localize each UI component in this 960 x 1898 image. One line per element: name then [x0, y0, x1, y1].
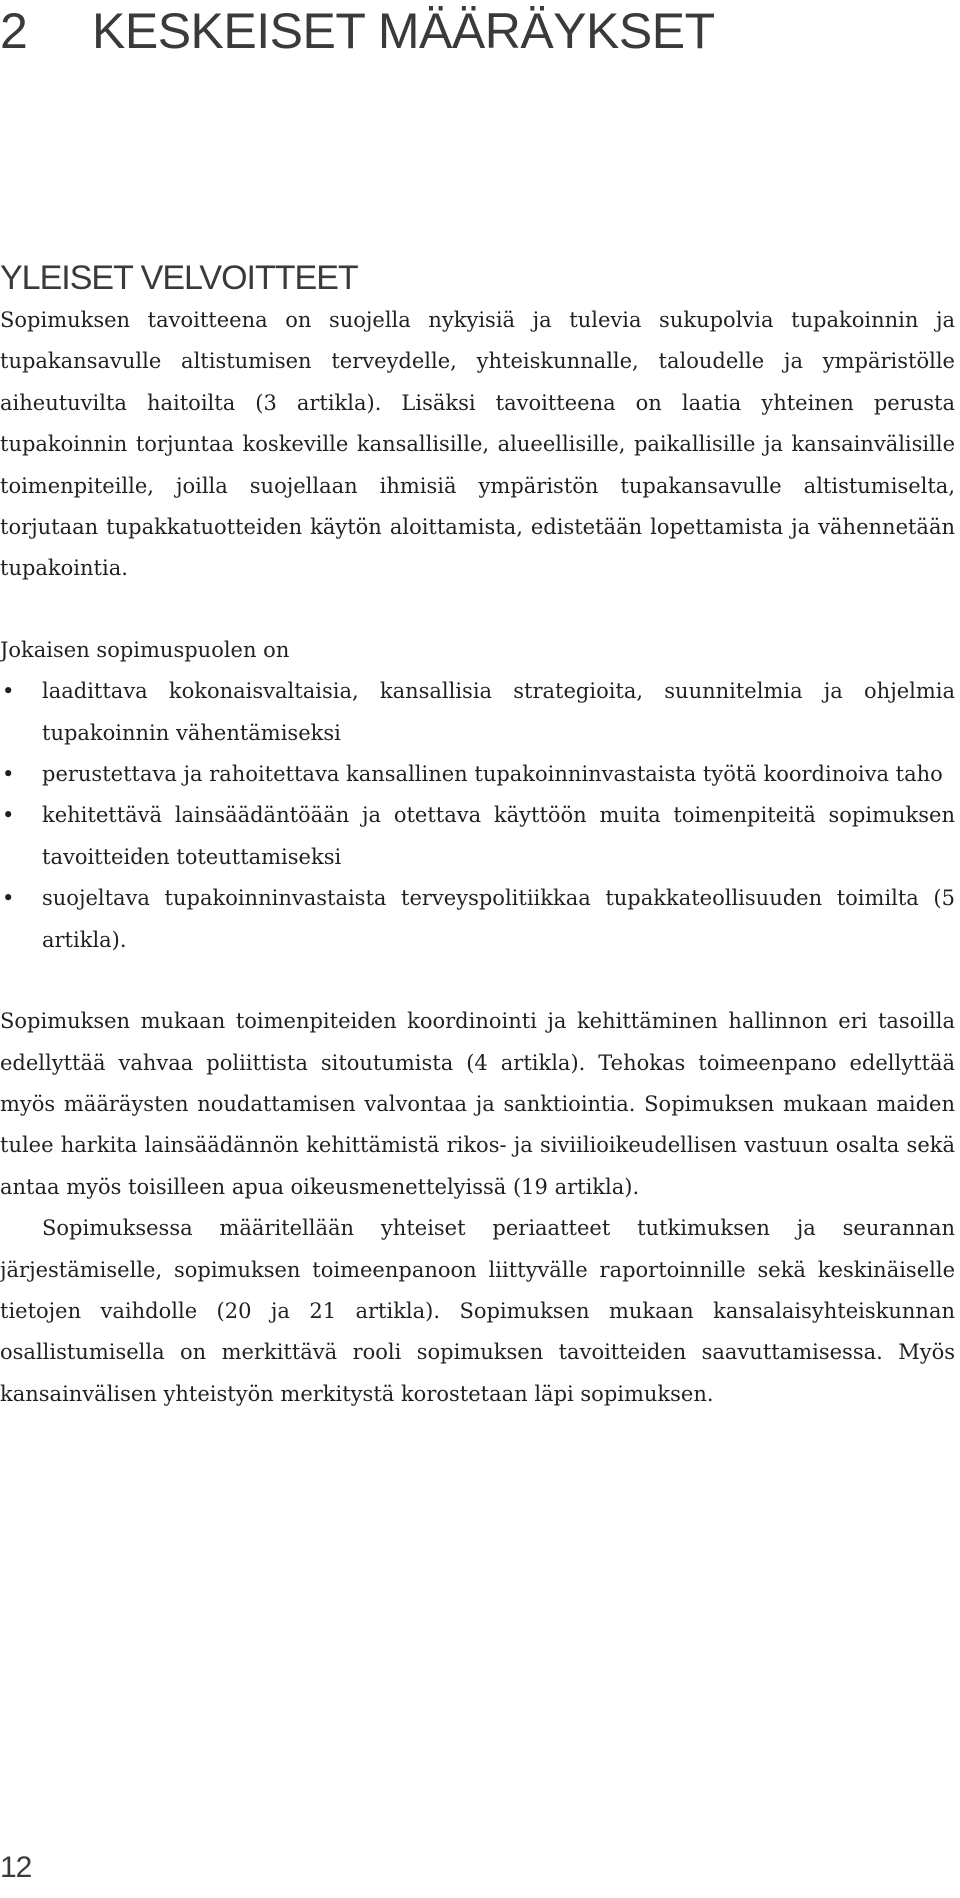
- bullet-icon: •: [2, 886, 15, 911]
- list-item-text: laadittava kokonaisvaltaisia, kansallisia strategioita, suunnitelmia ja ohjelmia tupakoinnin vähentämiseksi: [42, 679, 955, 745]
- paragraph-research: Sopimuksessa määritellään yhteiset periaatteet tutkimuksen ja seurannan järjestämiselle, sopimuksen toimeenpanoon liittyvälle raportoinnille sekä keskinäiselle tietojen vaihdolle (20 ja 21 artikla). Sopimuksen mukaan kansalaisyhteiskunnan osallistumisella on merkittävä rooli sopimuksen tavoitteiden saavuttamisessa. Myös kansainvälisen yhteistyön merkitystä korostetaan läpi sopimuksen.: [0, 1216, 955, 1406]
- paragraph-gap: [0, 590, 955, 630]
- paragraph-coordination: Sopimuksen mukaan toimenpiteiden koordinointi ja kehittäminen hallinnon eri tasoilla edellyttää vahvaa poliittista sitoutumista (4 artikla). Tehokas toimeenpano edellyttää myös määräysten noudattamisen valvontaa ja sanktiointia. Sopimuksen mukaan maiden tulee harkita lainsäädännön kehittämistä rikos- ja siviilioikeudellisen vastuun osalta sekä antaa myös toisilleen apua oikeusmenettelyissä (19 artikla).: [0, 1009, 955, 1199]
- page-number: 12: [0, 1851, 32, 1884]
- body-text: [0, 300, 955, 1415]
- bullet-icon: •: [2, 803, 15, 828]
- chapter-number: 2: [0, 3, 28, 59]
- chapter-heading: [0, 0, 715, 62]
- list-item-text: perustettava ja rahoitettava kansallinen tupakoinninvastaista työtä koordinoiva taho: [42, 762, 943, 787]
- bullet-icon: •: [2, 762, 15, 787]
- chapter-title: KESKEISET MÄÄRÄYKSET: [92, 3, 715, 59]
- bullet-icon: •: [2, 679, 15, 704]
- section-heading: YLEISET VELVOITTEET: [0, 259, 358, 297]
- list-item: [0, 754, 955, 795]
- paragraph-objectives: Sopimuksen tavoitteena on suojella nykyisiä ja tulevia sukupolvia tupakoinnin ja tupakansavulle altistumisen terveydelle, yhteiskunnalle, taloudelle ja ympäristölle aiheutuvilta haitoilta (3 artikla). Lisäksi tavoitteena on laatia yhteinen perusta tupakoinnin torjuntaa koskeville kansallisille, alueellisille, paikallisille ja kansainvälisille toimenpiteille, joilla suojellaan ihmisiä ympäristön tupakansavulle altistumiselta, torjutaan tupakkatuotteiden käytön aloittamista, edistetään lopettamista ja vähennetään tupakointia.: [0, 308, 955, 581]
- list-item: [0, 671, 955, 754]
- list-item: [0, 795, 955, 878]
- list-item: [0, 878, 955, 961]
- list-item-text: kehitettävä lainsäädäntöään ja otettava käyttöön muita toimenpiteitä sopimuksen tavoitteiden toteuttamiseksi: [42, 803, 955, 869]
- list-item-text: suojeltava tupakoinninvastaista terveyspolitiikkaa tupakkateollisuuden toimilta (5 artikla).: [42, 886, 955, 952]
- paragraph-gap: [0, 961, 955, 1001]
- obligations-intro: Jokaisen sopimuspuolen on: [0, 637, 290, 662]
- obligations-list: [0, 671, 955, 961]
